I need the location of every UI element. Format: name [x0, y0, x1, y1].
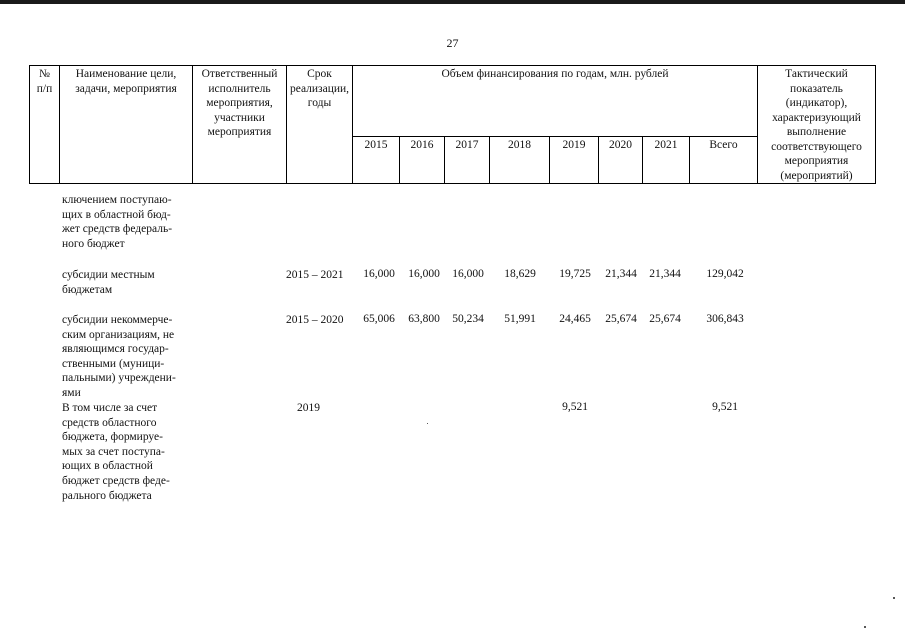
row-3-value-2017: 50,234: [452, 313, 484, 325]
row-3-value-2016: 63,800: [408, 313, 440, 325]
row-2-value-2018: 18,629: [504, 268, 536, 280]
year-2017: 2017: [444, 136, 490, 184]
header-funding: Объем финансирования по годам, млн. рублей: [352, 65, 758, 137]
row-2-value-2019: 19,725: [559, 268, 591, 280]
row-2-value-total: 129,042: [706, 268, 744, 280]
row-3-value-2021: 25,674: [649, 313, 681, 325]
row-2-value-2020: 21,344: [605, 268, 637, 280]
row-3-value-2019: 24,465: [559, 313, 591, 325]
row-4-name: В том числе за счет средств областного бюджета, формируе- мых за счет поступа- ющих в областной бюджет средств феде- рального бюджета: [62, 402, 170, 502]
scan-speck: [864, 626, 866, 628]
year-total: Всего: [689, 136, 758, 184]
year-2020: 2020: [598, 136, 643, 184]
row-4-value-total: 9,521: [712, 401, 738, 413]
header-executor: Ответственный исполнитель мероприятия, участники мероприятия: [192, 65, 287, 184]
scan-speck: [427, 423, 428, 424]
year-2016: 2016: [399, 136, 445, 184]
header-period: Срок реализации, годы: [286, 65, 353, 184]
row-3-value-total: 306,843: [706, 313, 744, 325]
year-2018: 2018: [489, 136, 550, 184]
year-2015: 2015: [352, 136, 400, 184]
row-2-period: 2015 – 2021: [286, 269, 344, 281]
row-2-value-2015: 16,000: [363, 268, 395, 280]
page-number: 27: [446, 36, 459, 50]
row-3-value-2020: 25,674: [605, 313, 637, 325]
row-3-name: субсидии некоммерче- ским организациям, не являющимся государ- ственными (муници- пальными) учреждени- ями: [62, 314, 176, 399]
row-3-value-2015: 65,006: [363, 313, 395, 325]
row-2-value-2017: 16,000: [452, 268, 484, 280]
year-2021: 2021: [642, 136, 690, 184]
row-1-name: ключением поступаю- щих в областной бюд- жет средств федераль- ного бюджет: [62, 194, 173, 250]
row-3-period: 2015 – 2020: [286, 314, 344, 326]
row-2-value-2021: 21,344: [649, 268, 681, 280]
year-2019: 2019: [549, 136, 599, 184]
top-border: [0, 0, 905, 4]
row-2-value-2016: 16,000: [408, 268, 440, 280]
scan-speck: [893, 597, 895, 599]
header-num: № п/п: [29, 65, 60, 184]
header-indicator: Тактический показатель (индикатор), характеризующий выполнение соответствующего мероприятия (мероприятий): [757, 65, 876, 184]
row-3-value-2018: 51,991: [504, 313, 536, 325]
row-2-name: субсидии местным бюджетам: [62, 269, 155, 296]
header-name: Наименование цели, задачи, мероприятия: [59, 65, 193, 184]
row-4-value-2019: 9,521: [562, 401, 588, 413]
row-4-period: 2019: [297, 402, 320, 414]
